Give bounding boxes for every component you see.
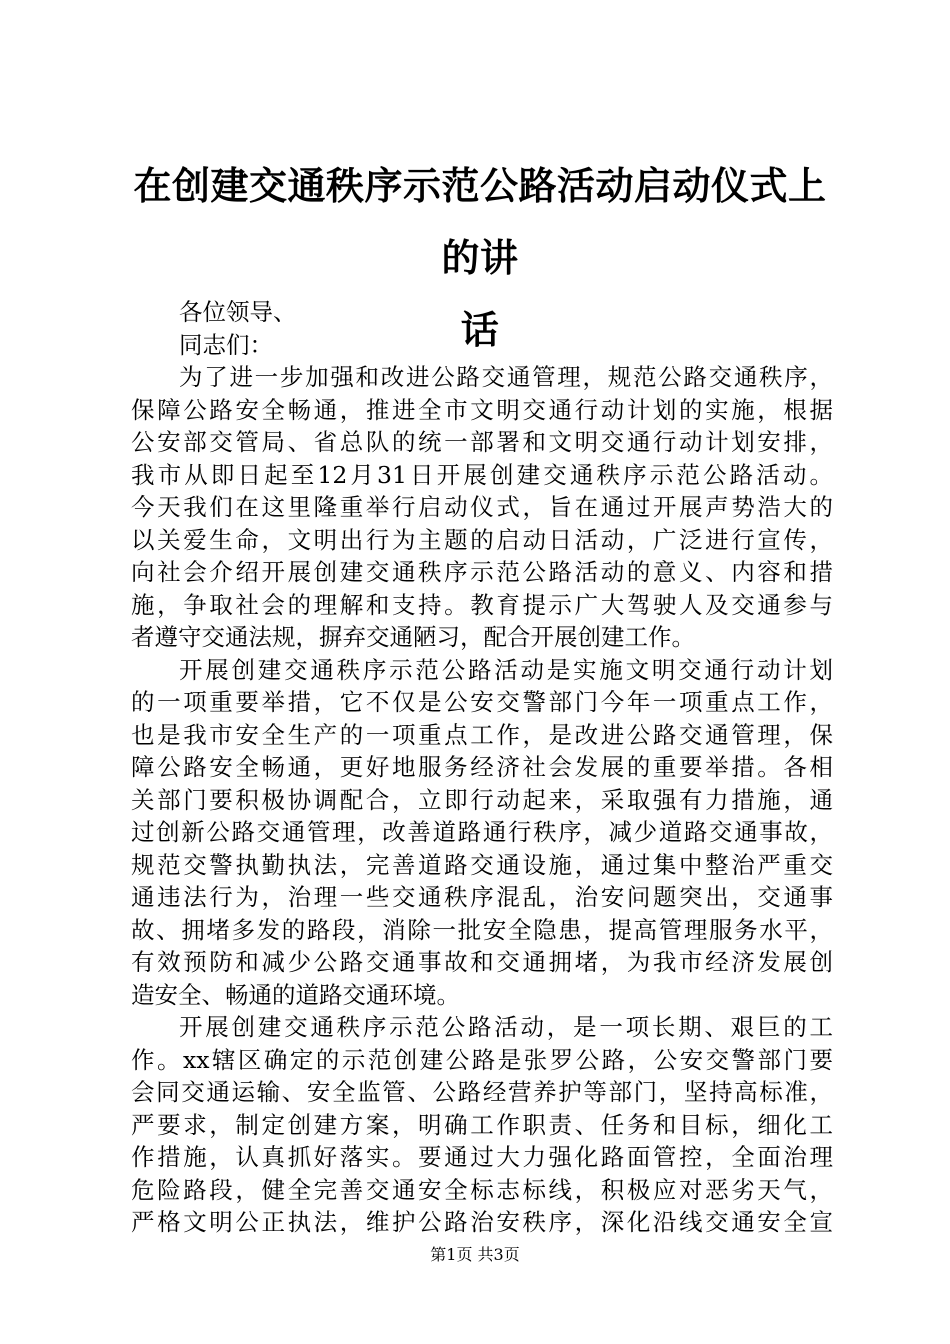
paragraph-1-line: 今天我们在这里隆重举行启动仪式，旨在通过开展声势浩大的 — [131, 493, 833, 521]
paragraph-2-line: 通违法行为，治理一些交通秩序混乱，治安问题突出，交通事 — [131, 883, 833, 911]
paragraph-3-line: 作措施，认真抓好落实。要通过大力强化路面管控，全面治理 — [131, 1143, 833, 1171]
paragraph-3-line: 开展创建交通秩序示范公路活动，是一项长期、艰巨的工 — [179, 1013, 833, 1041]
paragraph-1-line: 我市从即日起至12月31日开展创建交通秩序示范公路活动。 — [131, 460, 833, 489]
paragraph-1-line: 保障公路安全畅通，推进全市文明交通行动计划的实施，根据 — [131, 395, 833, 424]
paragraph-3-line: 会同交通运输、安全监管、公路经营养护等部门，坚持高标准， — [131, 1078, 833, 1106]
paragraph-3-line: 严格文明公正执法，维护公路治安秩序，深化沿线交通安全宣 — [131, 1208, 833, 1236]
paragraph-2-line: 故、拥堵多发的路段，消除一批安全隐患，提高管理服务水平， — [131, 915, 833, 944]
paragraph-3-line: 严要求，制定创建方案，明确工作职责、任务和目标，细化工 — [131, 1110, 833, 1139]
paragraph-1-line: 公安部交管局、省总队的统一部署和文明交通行动计划安排， — [131, 428, 833, 456]
paragraph-2-line: 规范交警执勤执法，完善道路交通设施，通过集中整治严重交 — [131, 850, 833, 879]
paragraph-2-line: 的一项重要举措，它不仅是公安交警部门今年一项重点工作， — [131, 688, 833, 716]
paragraph-2-line: 有效预防和减少公路交通事故和交通拥堵，为我市经济发展创 — [131, 948, 833, 976]
paragraph-1-line: 者遵守交通法规，摒弃交通陋习，配合开展创建工作。 — [131, 623, 695, 651]
paragraph-2-line: 障公路安全畅通，更好地服务经济社会发展的重要举措。各相 — [131, 753, 833, 781]
paragraph-1-line: 为了进一步加强和改进公路交通管理，规范公路交通秩序， — [179, 363, 833, 391]
paragraph-3-line: 危险路段，健全完善交通安全标志标线，积极应对恶劣天气， — [131, 1175, 833, 1204]
title-line-2: 话 — [460, 308, 500, 352]
paragraph-2-line: 也是我市安全生产的一项重点工作，是改进公路交通管理，保 — [131, 720, 833, 749]
page-footer: 第1页 共3页 — [430, 1245, 520, 1264]
paragraph-3-line: 作。xx辖区确定的示范创建公路是张罗公路，公安交警部门要 — [131, 1045, 833, 1074]
title-line-1: 在创建交通秩序示范公路活动启动仪式上的讲 — [133, 164, 827, 280]
paragraph-1-line: 以关爱生命，文明出行为主题的启动日活动，广泛进行宣传， — [131, 525, 833, 554]
document-body — [131, 296, 833, 1239]
paragraph-2-line: 造安全、畅通的道路交通环境。 — [131, 980, 460, 1009]
paragraph-2-line: 关部门要积极协调配合，立即行动起来，采取强有力措施，通 — [131, 785, 833, 814]
paragraph-2-line: 过创新公路交通管理，改善道路通行秩序，减少道路交通事故， — [131, 818, 833, 846]
paragraph-1-line: 施，争取社会的理解和支持。教育提示广大驾驶人及交通参与 — [131, 590, 833, 619]
paragraph-1-line: 向社会介绍开展创建交通秩序示范公路活动的意义、内容和措 — [131, 558, 833, 586]
salutation-line: 同志们： — [179, 330, 273, 359]
salutation-line: 各位领导、 — [179, 298, 297, 326]
paragraph-2-line: 开展创建交通秩序示范公路活动是实施文明交通行动计划 — [179, 655, 833, 684]
